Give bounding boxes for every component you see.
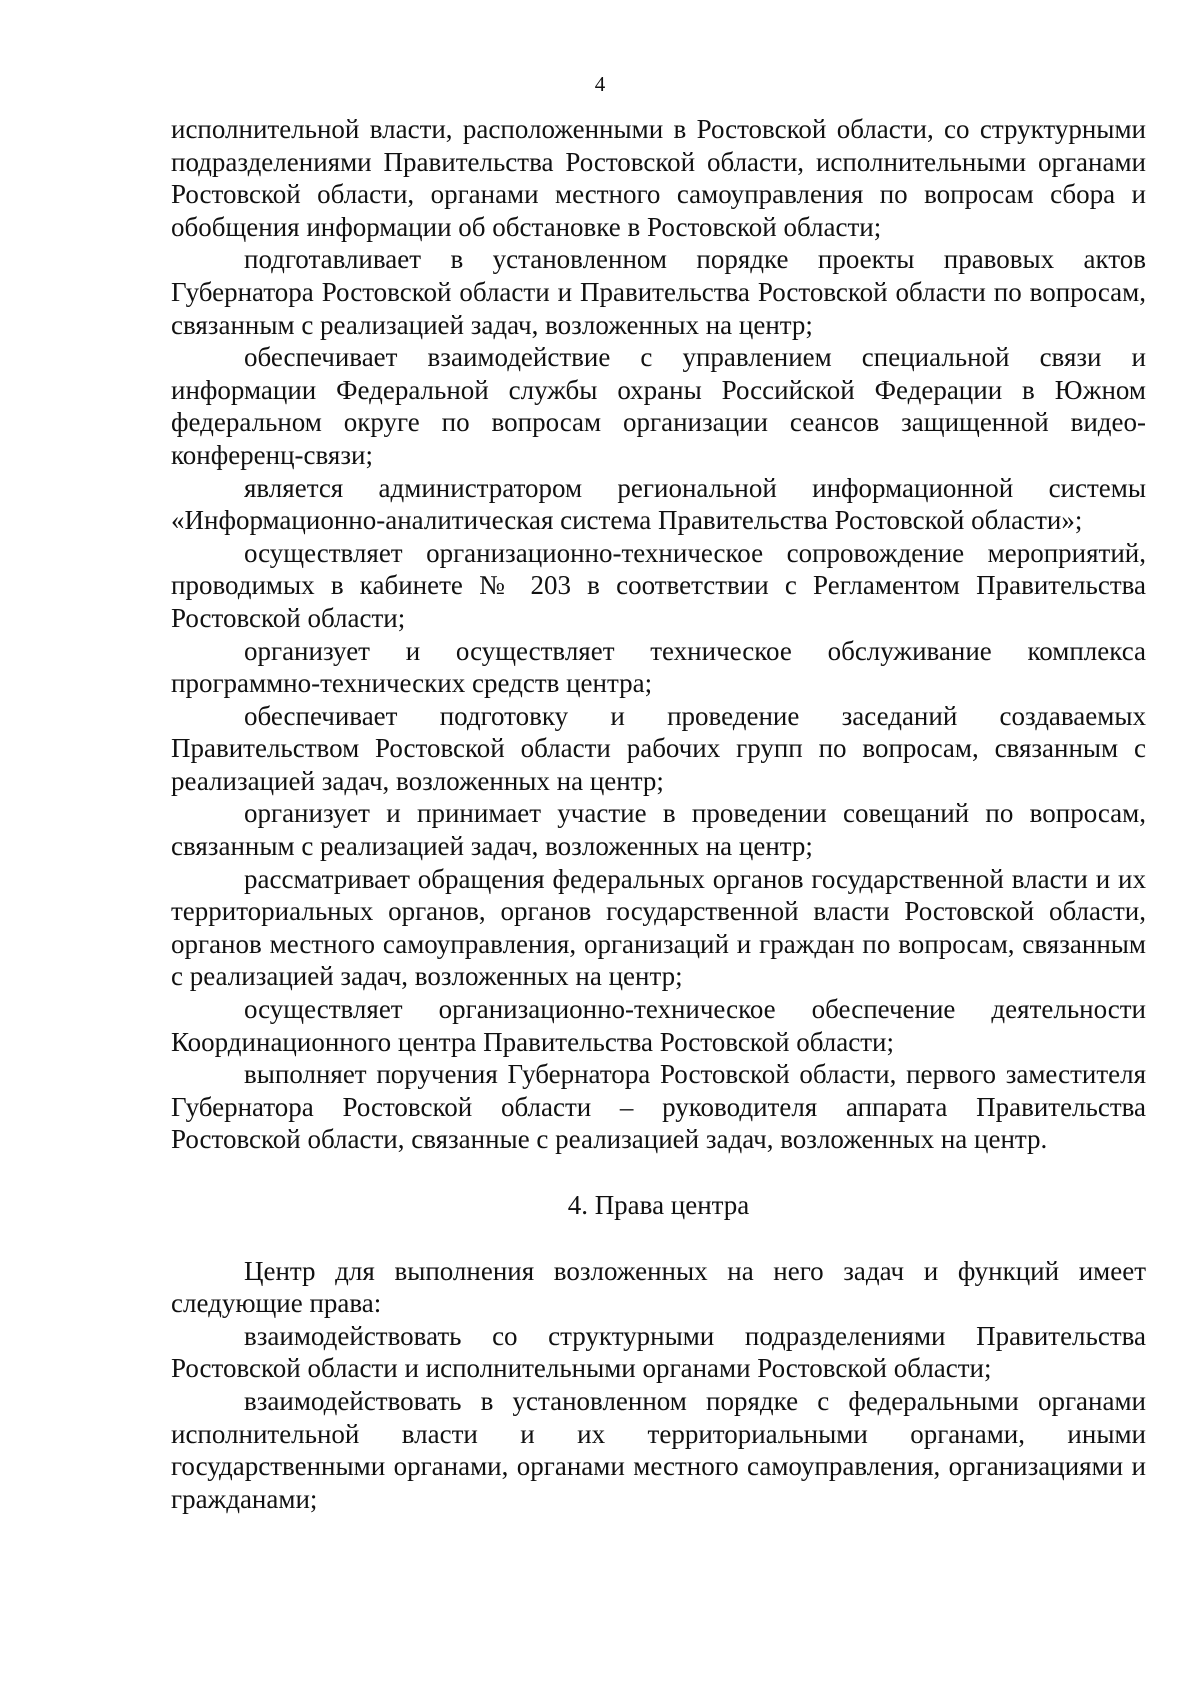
paragraph: осуществляет организационно-техническое сопровождение мероприятий, проводимых в кабинете № 203 в соответствии с Регламентом Правительства Ростовской области; (171, 537, 1146, 633)
paragraph: обеспечивает взаимодействие с управлением специальной связи и информации Федеральной службы охраны Российской Федерации в Южном федеральном округе по вопросам организации сеансов защищенной видео-конференц-связи; (171, 342, 1146, 470)
paragraph: подготавливает в установленном порядке проекты правовых актов Губернатора Ростовской области и Правительства Ростовской области по вопросам, связанным с реализацией задач, возложенных на центр; (171, 244, 1146, 340)
paragraph: рассматривает обращения федеральных органов государственной власти и их территориальных органов, органов государственной власти Ростовской области, органов местного самоуправления, организаций и граждан по вопросам, связанным с реализацией задач, возложенных на центр; (171, 863, 1146, 992)
paragraph: организует и осуществляет техническое обслуживание комплекса программно-технических средств центра; (171, 635, 1146, 699)
paragraph: взаимодействовать в установленном порядке с федеральными органами исполнительной власти и их территориальными органами, иными государственными органами, органами местного самоуправления, организациями и гражданами; (171, 1385, 1146, 1514)
paragraph-continuation: исполнительной власти, расположенными в Ростовской области, со структурными подразделениями Правительства Ростовской области, исполнительными органами Ростовской области, органами местного самоуправления по вопросам сбора и обобщения информации об обстановке в Ростовской области; (171, 114, 1146, 242)
paragraph: выполняет поручения Губернатора Ростовской области, первого заместителя Губернатора Ростовской области – руководителя аппарата Правительства Ростовской области, связанные с реализацией задач, возложенных на центр. (171, 1059, 1146, 1155)
paragraph: является администратором региональной информационной системы «Информационно-аналитическая система Правительства Ростовской области»; (171, 472, 1146, 536)
paragraph: обеспечивает подготовку и проведение заседаний создаваемых Правительством Ростовской области рабочих групп по вопросам, связанным с реализацией задач, возложенных на центр; (171, 700, 1146, 796)
paragraph: взаимодействовать со структурными подразделениями Правительства Ростовской области и исполнительными органами Ростовской области; (171, 1320, 1146, 1384)
page-number: 4 (594, 72, 606, 96)
paragraph: организует и принимает участие в проведении совещаний по вопросам, связанным с реализацией задач, возложенных на центр; (171, 798, 1146, 862)
document-body (171, 113, 1146, 1515)
section-heading: 4. Права центра (567, 1190, 750, 1220)
paragraph: Центр для выполнения возложенных на него задач и функций имеет следующие права: (171, 1255, 1146, 1319)
paragraph: осуществляет организационно-техническое обеспечение деятельности Координационного центра Правительства Ростовской области; (171, 994, 1146, 1057)
